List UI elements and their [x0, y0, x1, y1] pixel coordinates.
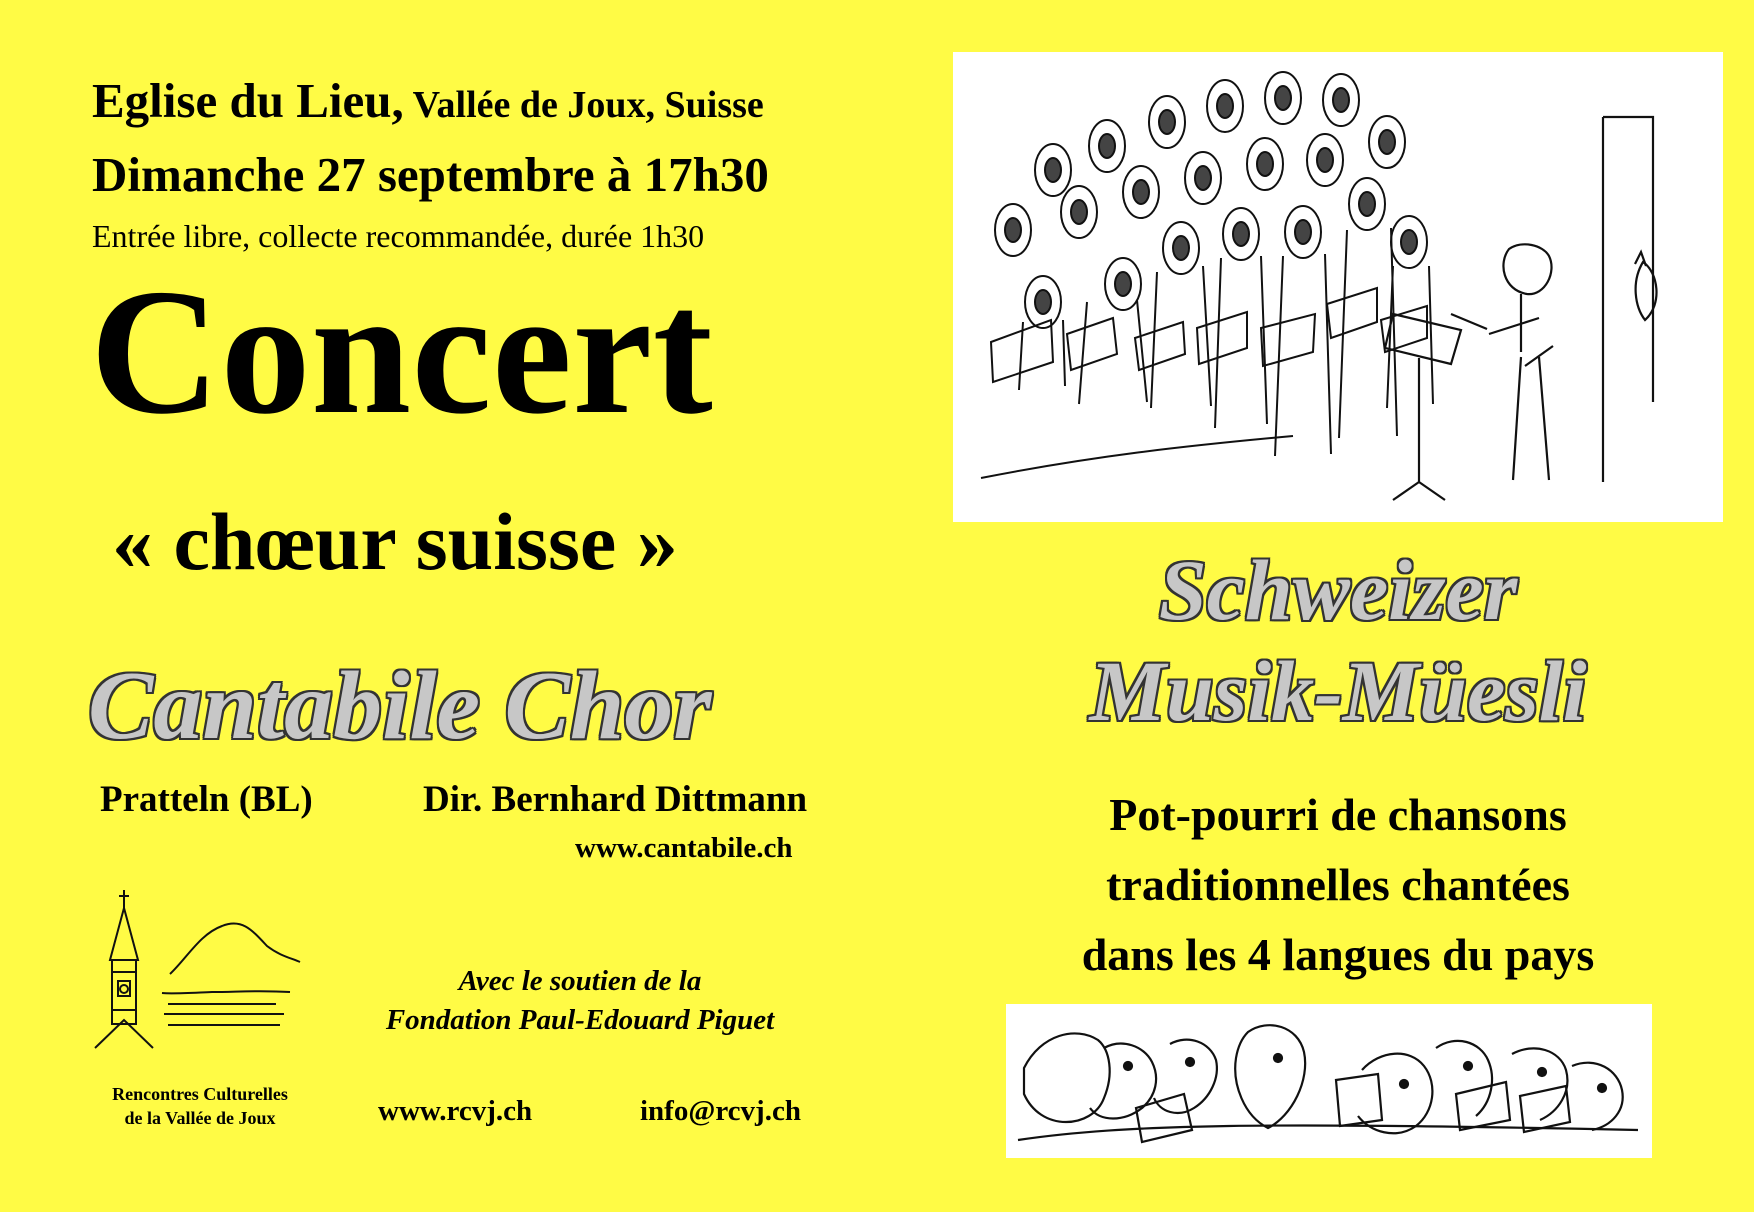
organizer-logo: [92, 888, 302, 1056]
support-line1: Avec le soutien de la: [458, 965, 702, 997]
concert-subtitle: « chœur suisse »: [112, 496, 678, 587]
support-line2: Fondation Paul-Edouard Piguet: [385, 1004, 775, 1037]
choir-director: Dir. Bernhard Dittmann: [423, 779, 808, 820]
program-desc-line2: traditionnelles chantées: [1106, 858, 1570, 910]
support-text: [345, 962, 815, 1040]
organizer-name-line1: Rencontres Culturelles: [112, 1084, 288, 1104]
venue-line: [92, 72, 872, 129]
organizer-name-line2: de la Vallée de Joux: [124, 1107, 276, 1128]
program-title: [953, 540, 1723, 743]
choir-drawing-icon: [953, 52, 1723, 522]
venue-detail: Vallée de Joux, Suisse: [403, 84, 764, 126]
concert-title: Concert: [90, 252, 714, 451]
venue-main: Eglise du Lieu,: [92, 73, 404, 128]
birds-illustration: [1006, 1004, 1652, 1158]
program-title-line2: Musik-Müesli: [1089, 643, 1587, 740]
church-landscape-icon: [92, 888, 302, 1056]
program-title-line1: Schweizer: [1158, 542, 1518, 638]
admission-info: Entrée libre, collecte recommandée, durée 1h30: [92, 218, 705, 254]
organizer-website[interactable]: www.rcvj.ch: [378, 1095, 533, 1127]
organizer-name: [90, 1083, 310, 1131]
event-date: Dimanche 27 septembre à 17h30: [92, 147, 769, 202]
program-desc-line1: Pot-pourri de chansons: [1109, 789, 1567, 840]
organizer-email[interactable]: info@rcvj.ch: [640, 1095, 801, 1127]
choir-website[interactable]: www.cantabile.ch: [575, 832, 793, 864]
program-description: [953, 780, 1723, 990]
choir-location: Pratteln (BL): [100, 779, 313, 820]
choir-illustration: [953, 52, 1723, 522]
program-desc-line3: dans les 4 langues du pays: [1081, 928, 1595, 980]
choir-name: Cantabile Chor: [88, 652, 712, 760]
singing-birds-icon: [1006, 1004, 1652, 1158]
